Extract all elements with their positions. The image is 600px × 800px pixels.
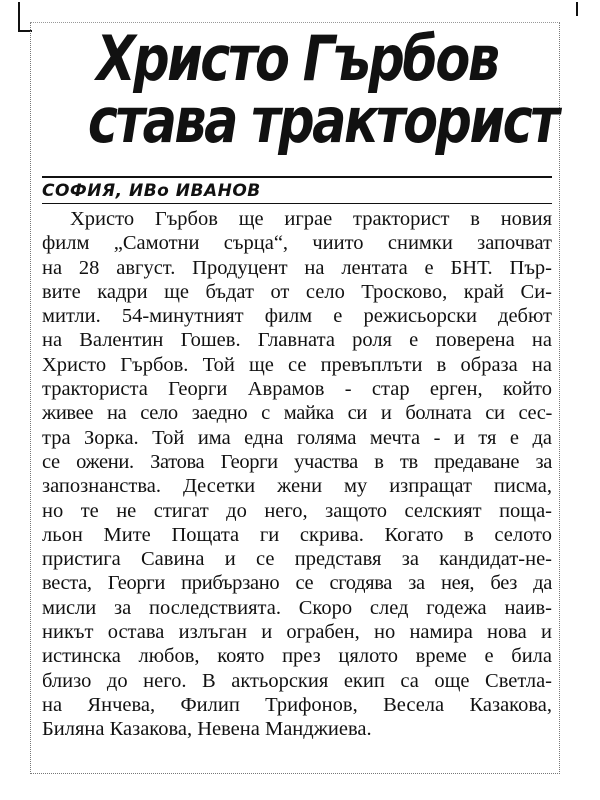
- body-line: живее на село заедно с майка си и болната си сес-: [42, 402, 552, 425]
- body-line: веста, Георги прибързано се сгодява за нея, без да: [42, 572, 552, 595]
- byline-rule-bottom: [42, 203, 552, 204]
- crop-mark-top-right-vertical: [576, 2, 578, 16]
- body-line: Христо Гърбов ще играе тракторист в новия: [70, 208, 552, 230]
- headline-line-2: става тракторист: [87, 84, 558, 157]
- body-line: Христо Гърбов. Той ще се превъплъти в образа на: [42, 353, 552, 376]
- article-headline: [87, 22, 558, 157]
- article-byline: СОФИЯ, ИВо ИВАНОВ: [42, 181, 261, 201]
- body-line: истинска любов, която през цялото време е била: [42, 645, 552, 668]
- body-line: вите кадри ще бъдат от село Тросково, край Си-: [42, 280, 552, 303]
- body-line: запознанства. Десетки жени му изпращат писма,: [42, 475, 552, 498]
- crop-mark-top-left-vertical: [18, 2, 20, 32]
- article-body: [42, 207, 552, 742]
- body-line: но те не стигат до него, защото селският поща-: [42, 499, 552, 522]
- body-line: на Янчева, Филип Трифонов, Весела Казакова,: [42, 693, 552, 716]
- headline-line-1: Христо Гърбов: [96, 22, 498, 95]
- body-line: на Валентин Гошев. Главната роля е поверена на: [42, 329, 552, 352]
- body-line: мисли за последствията. Скоро след годежа наив-: [42, 596, 552, 619]
- body-line: никът остава излъган и ограбен, но намира нова и: [42, 621, 552, 644]
- body-line: тракториста Георги Аврамов - стар ерген, който: [42, 378, 552, 401]
- body-line: митли. 54-минутният филм е режисьорски дебют: [42, 305, 552, 328]
- body-line: тра Зорка. Той има една голяма мечта - и тя е да: [42, 426, 552, 449]
- byline-rule-top: [42, 176, 552, 178]
- body-line: филм „Самотни сърца“, чиито снимки започват: [42, 232, 552, 255]
- body-line: на 28 август. Продуцент на лентата е БНТ. Пър-: [42, 256, 552, 279]
- body-line: Биляна Казакова, Невена Манджиева.: [42, 718, 372, 741]
- body-line: пристига Савина и се представя за кандидат-не-: [42, 548, 552, 571]
- body-line: близо до него. В актьорския екип са още Светла-: [42, 669, 552, 692]
- body-line: льон Мите Пощата ги скрива. Когато в селото: [42, 523, 552, 546]
- body-line: се ожени. Затова Георги участва в тв предаване за: [42, 450, 552, 473]
